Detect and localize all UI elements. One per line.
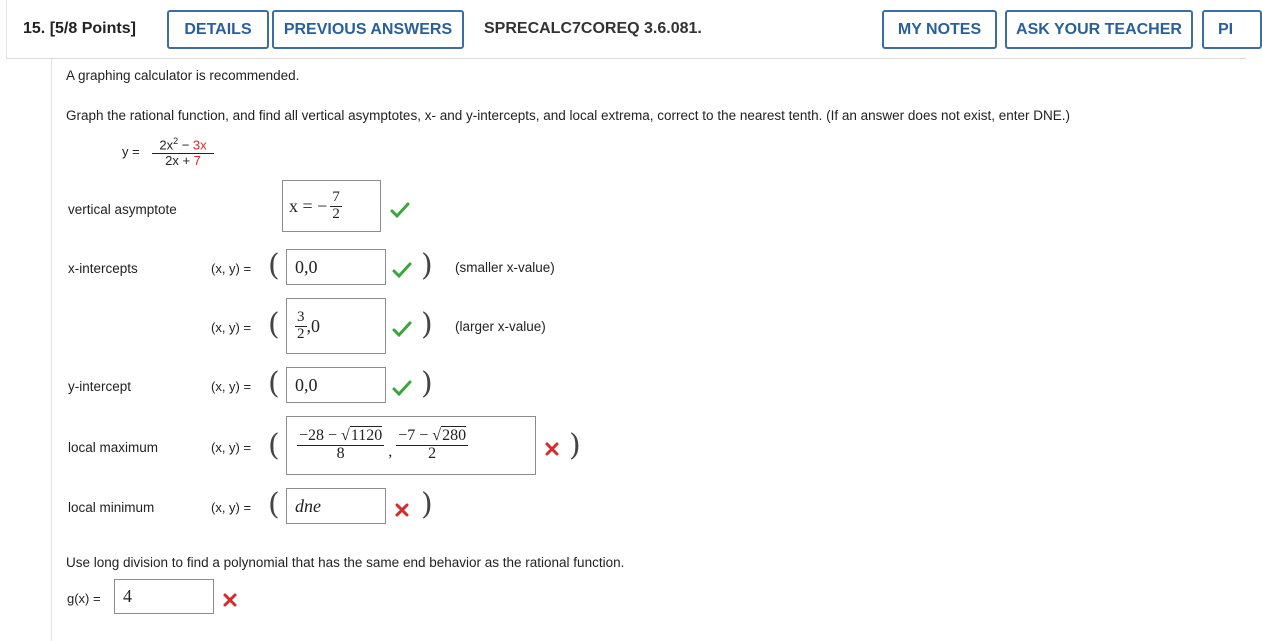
my-notes-button[interactable]: MY NOTES <box>882 10 997 49</box>
correct-check-icon <box>392 262 412 278</box>
open-paren: ( <box>268 428 280 463</box>
open-paren: ( <box>268 366 280 401</box>
y-intercept-answer[interactable]: 0,0 <box>286 367 386 403</box>
question-number: 15. [5/8 Points] <box>23 20 136 37</box>
smaller-x-note: (smaller x-value) <box>455 260 555 275</box>
larger-x-note: (larger x-value) <box>455 319 546 334</box>
question-code: SPRECALC7COREQ 3.6.081. <box>484 20 702 37</box>
close-paren: ) <box>569 428 581 463</box>
open-paren: ( <box>268 307 280 342</box>
g-of-x-label: g(x) = <box>67 591 101 606</box>
y-intercept-label: y-intercept <box>68 379 132 394</box>
x-intercept-larger-answer[interactable]: $\frac{3}{2}$ ,0 <box>286 298 386 354</box>
incorrect-x-icon <box>222 592 238 608</box>
xy-prefix: (x, y) = <box>211 261 252 276</box>
local-maximum-answer[interactable]: $\frac{-28 - √1120}{8}$ , $\frac{-7 - √280}{2}$ <box>286 416 536 475</box>
open-paren: ( <box>268 248 280 283</box>
incorrect-x-icon <box>394 502 410 518</box>
xy-prefix: (x, y) = <box>211 320 252 335</box>
incorrect-x-icon <box>544 441 560 457</box>
practice-button-cut[interactable]: PI <box>1202 10 1262 49</box>
close-paren: ) <box>421 366 433 401</box>
open-paren: ( <box>268 487 280 522</box>
g-of-x-answer[interactable]: 4 <box>114 579 214 614</box>
local-maximum-label: local maximum <box>68 440 159 455</box>
correct-check-icon <box>392 380 412 396</box>
ask-your-teacher-button[interactable]: ASK YOUR TEACHER <box>1005 10 1193 49</box>
local-minimum-label: local minimum <box>68 500 155 515</box>
vertical-asymptote-label: vertical asymptote <box>68 202 177 217</box>
question-header <box>6 0 1246 59</box>
details-button[interactable]: DETAILS <box>167 10 269 49</box>
correct-check-icon <box>390 202 410 218</box>
close-paren: ) <box>421 487 433 522</box>
close-paren: ) <box>421 307 433 342</box>
function-lhs: y = <box>122 144 140 159</box>
correct-check-icon <box>392 321 412 337</box>
function-numerator: $2x^2 - 3x$ <box>152 136 214 154</box>
xy-prefix: (x, y) = <box>211 440 252 455</box>
previous-answers-button[interactable]: PREVIOUS ANSWERS <box>272 10 464 49</box>
function-denominator: 2x + 7 <box>165 153 201 168</box>
content-left-border <box>51 59 52 641</box>
question-instructions: Graph the rational function, and find all vertical asymptotes, x- and y-intercepts, and local extrema, correct to the nearest tenth. (If an answer does not exist, enter DNE.) <box>66 108 1070 123</box>
x-intercept-smaller-answer[interactable]: 0,0 <box>286 249 386 285</box>
close-paren: ) <box>421 248 433 283</box>
xy-prefix: (x, y) = <box>211 379 252 394</box>
xy-prefix: (x, y) = <box>211 500 252 515</box>
x-intercepts-label: x-intercepts <box>68 261 138 276</box>
local-minimum-answer[interactable]: dne <box>286 488 386 524</box>
vertical-asymptote-answer[interactable]: x = − $\frac{7}{2}$ <box>282 180 381 232</box>
calculator-note: A graphing calculator is recommended. <box>66 68 300 83</box>
end-behavior-instructions: Use long division to find a polynomial that has the same end behavior as the rational function. <box>66 555 625 570</box>
